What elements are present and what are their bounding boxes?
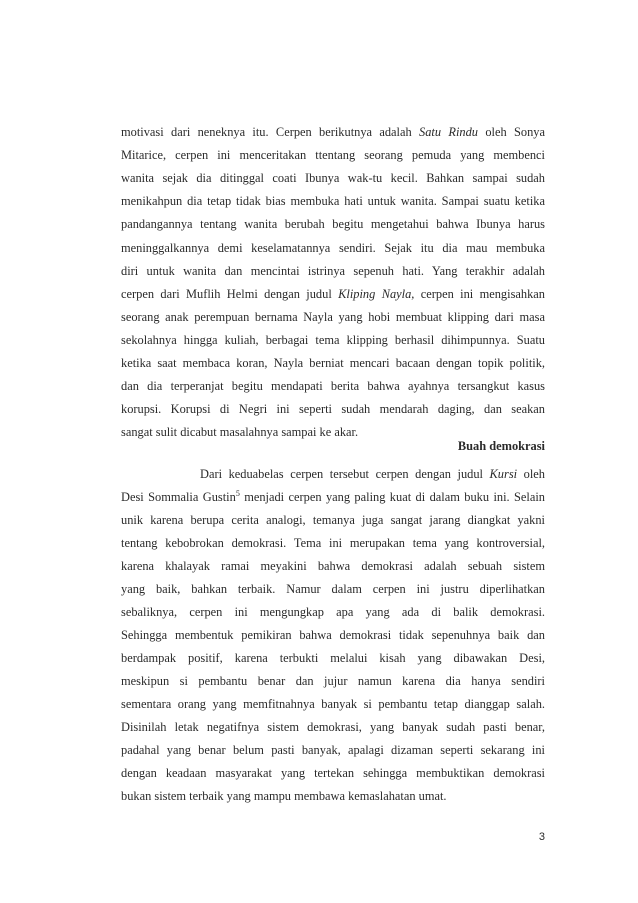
- text-line: [121, 216, 545, 232]
- text-line: [121, 765, 545, 781]
- text-span: Disinilah letak negatifnya sistem demokrasi, yang banyak sudah pasti benar,: [121, 720, 545, 734]
- text-line: [121, 604, 545, 620]
- text-span: pandangannya tentang wanita berubah begitu mengetahui bahwa Ibunya harus: [121, 217, 545, 232]
- text-span: seorang anak perempuan bernama Nayla yang hobi membuat klipping dari masa: [121, 309, 545, 324]
- text-span: ketika saat membaca koran, Nayla berniat mencari bacaan dengan topik politik,: [121, 356, 545, 370]
- text-span: bukan sistem terbaik yang mampu membawa kemaslahatan umat.: [121, 789, 447, 803]
- text-span: cerpen ini mengisahkan: [414, 286, 545, 301]
- text-line: [121, 286, 545, 302]
- text-span: yang baik, bahkan terbaik. Namur dalam cerpen ini justru diperlihatkan: [121, 582, 545, 596]
- text-line: [121, 696, 545, 712]
- text-span: Mitarice, cerpen ini menceritakan ttentang seorang pemuda yang membenci: [121, 148, 545, 163]
- text-span: meninggalkannya demi keselamatannya sendiri. Sejak itu dia mau membuka: [121, 240, 545, 255]
- text-span: sebaliknya, cerpen ini mengungkap apa yang ada di balik demokrasi.: [121, 605, 545, 619]
- text-span: cerpen dari Muflih Helmi dengan judul: [121, 286, 339, 301]
- text-span: sekolahnya hingga kuliah, berbagai tema klipping berhasil dihimpunnya. Suatu: [121, 332, 545, 347]
- text-line: [121, 170, 545, 186]
- text-span: oleh: [517, 467, 545, 481]
- text-span: sangat sulit dicabut masalahnya sampai ke akar.: [121, 425, 359, 440]
- text-span: sementara orang yang memfitnahnya banyak si pembantu tetap dianggap salah.: [121, 697, 545, 711]
- text-span: menikahpun dia tetap tidak bias membuka hati untuk wanita. Sampai suatu ketika: [121, 194, 545, 209]
- page-number: 3: [538, 831, 545, 843]
- text-span: diri untuk wanita dan mencintai istrinya sepenuh hati. Yang terakhir adalah: [121, 263, 545, 278]
- text-line: [121, 309, 545, 325]
- text-line: [121, 742, 545, 758]
- text-span: tentang kebobrokan demokrasi. Tema ini merupakan tema yang kontroversial,: [121, 536, 545, 550]
- text-line: [121, 673, 545, 689]
- text-line: [121, 719, 545, 735]
- text-span: padahal yang benar belum pasti banyak, apalagi dizaman seperti sekarang ini: [121, 743, 545, 757]
- text-span: meskipun si pembantu benar dan jujur namun karena dia hanya sendiri: [121, 674, 545, 688]
- text-span: wanita sejak dia ditinggal coati Ibunya wak-tu kecil. Bahkan sampai sudah: [121, 171, 545, 186]
- text-line: [121, 512, 545, 528]
- text-line: [121, 240, 545, 256]
- text-span: Kursi: [489, 467, 518, 481]
- text-line: [121, 558, 545, 574]
- text-line: [121, 124, 545, 140]
- text-line: [121, 193, 545, 209]
- text-span: karena khalayak ramai meyakini bahwa demokrasi adalah sebuah sistem: [121, 559, 545, 573]
- text-line: [121, 355, 545, 371]
- text-line: [121, 581, 545, 597]
- text-span: korupsi. Korupsi di Negri ini seperti sudah mendarah daging, dan seakan: [121, 402, 545, 417]
- text-line: [121, 466, 545, 482]
- text-span: Dari keduabelas cerpen tersebut cerpen dengan judul: [200, 467, 490, 481]
- text-span: unik karena berupa cerita analogi, temanya juga sangat jarang diangkat yakni: [121, 513, 545, 527]
- text-line: [121, 378, 545, 394]
- text-span: Satu Rindu: [419, 125, 478, 139]
- text-span: berdampak positif, karena terbukti melalui kisah yang dibawakan Desi,: [121, 651, 545, 665]
- section-heading: Buah demokrasi: [457, 439, 545, 453]
- text-span: oleh Sonya: [478, 125, 545, 139]
- text-span: motivasi dari neneknya itu. Cerpen berikutnya adalah: [121, 125, 420, 139]
- text-span: Sehingga membentuk pemikiran bahwa demokrasi tidak sepenuhnya baik dan: [121, 628, 545, 642]
- text-line: [121, 332, 545, 348]
- text-span: dan dia terperanjat begitu mendapati berita bahwa ayahnya tersangkut kasus: [121, 379, 545, 394]
- text-span: dengan keadaan masyarakat yang tertekan sehingga membuktikan demokrasi: [121, 766, 545, 780]
- text-line: [121, 401, 545, 417]
- text-span: Desi Sommalia Gustin: [121, 490, 236, 504]
- text-line: [121, 788, 545, 804]
- text-line: [121, 650, 545, 666]
- text-line: [121, 263, 545, 279]
- text-line: [121, 535, 545, 551]
- text-line: [121, 489, 545, 505]
- footnote-marker: 5: [235, 488, 240, 498]
- text-span: menjadi cerpen yang paling kuat di dalam buku ini. Selain: [239, 490, 545, 504]
- text-line: [121, 627, 545, 643]
- text-span: Kliping Nayla,: [338, 286, 415, 301]
- text-line: [121, 147, 545, 163]
